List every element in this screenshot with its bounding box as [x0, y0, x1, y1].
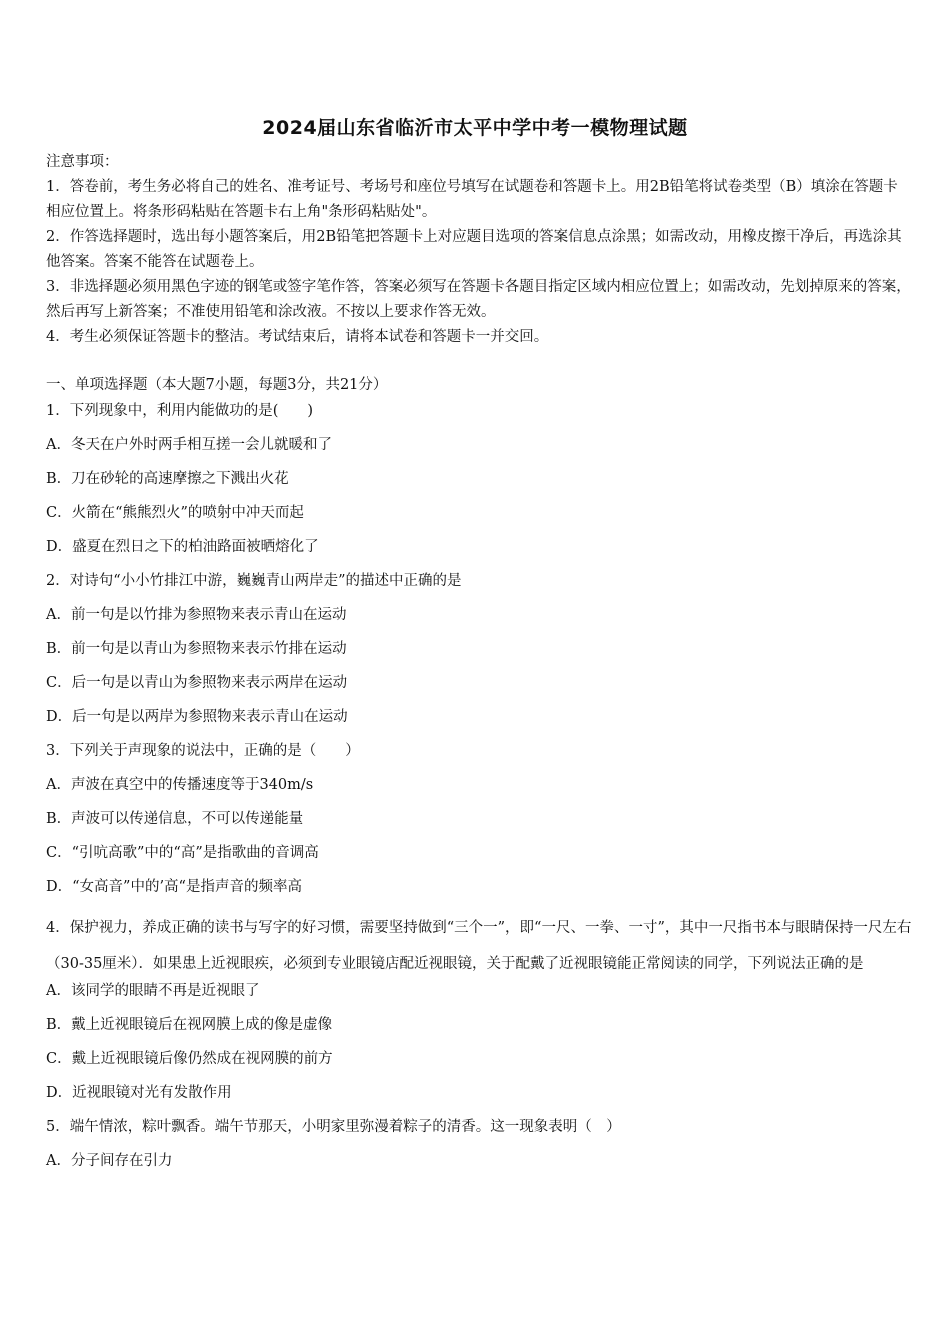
- option-c: C．火箭在“熊熊烈火”的喷射中冲天而起: [46, 505, 304, 521]
- option-b: B．声波可以传递信息，不可以传递能量: [46, 811, 304, 827]
- question-stem: 3．下列关于声现象的说法中，正确的是（ ）: [46, 743, 360, 759]
- option-d: D．盛夏在烈日之下的柏油路面被晒熔化了: [46, 539, 319, 555]
- option-a: A．冬天在户外时两手相互搓一会儿就暖和了: [46, 437, 332, 453]
- page-title: 2024届山东省临沂市太平中学中考一模物理试题: [262, 117, 688, 139]
- section-heading: 一、单项选择题（本大题7小题，每题3分，共21分）: [46, 377, 388, 393]
- option-b: B．戴上近视眼镜后在视网膜上成的像是虚像: [46, 1017, 333, 1033]
- notice-item: 2．作答选择题时，选出每小题答案后，用2B铅笔把答题卡上对应题目选项的答案信息点涂黑；如需改动，用橡皮擦干净后，再选涂其他答案。答案不能答在试题卷上。: [46, 229, 902, 270]
- option-a: A．前一句是以竹排为参照物来表示青山在运动: [46, 607, 347, 623]
- option-d: D．后一句是以两岸为参照物来表示青山在运动: [46, 709, 348, 725]
- notice-item: 3．非选择题必须用黑色字迹的钢笔或签字笔作答，答案必须写在答题卡各题目指定区域内相应位置上；如需改动，先划掉原来的答案，然后再写上新答案；不准使用铅笔和涂改液。不按以上要求作答无效。: [46, 279, 911, 320]
- option-d: D．近视眼镜对光有发散作用: [46, 1085, 232, 1101]
- option-b: B．刀在砂轮的高速摩擦之下溅出火花: [46, 471, 289, 487]
- question-stem: 5．端午情浓，粽叶飘香。端午节那天，小明家里弥漫着粽子的清香。这一现象表明（ ）: [46, 1119, 621, 1135]
- option-c: C．戴上近视眼镜后像仍然成在视网膜的前方: [46, 1051, 333, 1067]
- question-stem-text: 4．保护视力，养成正确的读书与写字的好习惯，需要坚持做到“三个一”，即“一尺、一拳、一寸”，其中一尺指书本与眼睛保持一尺左右（30-35厘米）．如果患上近视眼疾，必须到专业眼镜店配近视眼镜，关于配戴了近视眼镜能正常阅读的同学，下列说法正确的是: [46, 920, 912, 972]
- option-c: C．后一句是以青山为参照物来表示两岸在运动: [46, 675, 348, 691]
- notice-item: 4．考生必须保证答题卡的整洁。考试结束后，请将本试卷和答题卡一并交回。: [46, 329, 549, 345]
- option-c: C．“引吭高歌”中的“高”是指歌曲的音调高: [46, 845, 319, 861]
- option-b: B．前一句是以青山为参照物来表示竹排在运动: [46, 641, 347, 657]
- question-stem: [46, 910, 912, 982]
- option-a: A．分子间存在引力: [46, 1153, 173, 1169]
- notice-block: [46, 150, 912, 350]
- question-stem: 1．下列现象中，利用内能做功的是( ): [46, 403, 314, 419]
- notice-item: 1．答卷前，考生务必将自己的姓名、准考证号、考场号和座位号填写在试题卷和答题卡上。用2B铅笔将试卷类型（B）填涂在答题卡相应位置上。将条形码粘贴在答题卡右上角"条形码粘贴处"。: [46, 179, 898, 220]
- question-stem: 2．对诗句“小小竹排江中游，巍巍青山两岸走”的描述中正确的是: [46, 573, 462, 589]
- option-d: D．“女高音”中的’高“是指声音的频率高: [46, 879, 302, 895]
- option-a: A．声波在真空中的传播速度等于340m/s: [46, 777, 314, 793]
- question-list: [46, 374, 912, 1184]
- option-a: A．该同学的眼睛不再是近视眼了: [46, 983, 260, 999]
- notice-heading: 注意事项：: [46, 154, 119, 170]
